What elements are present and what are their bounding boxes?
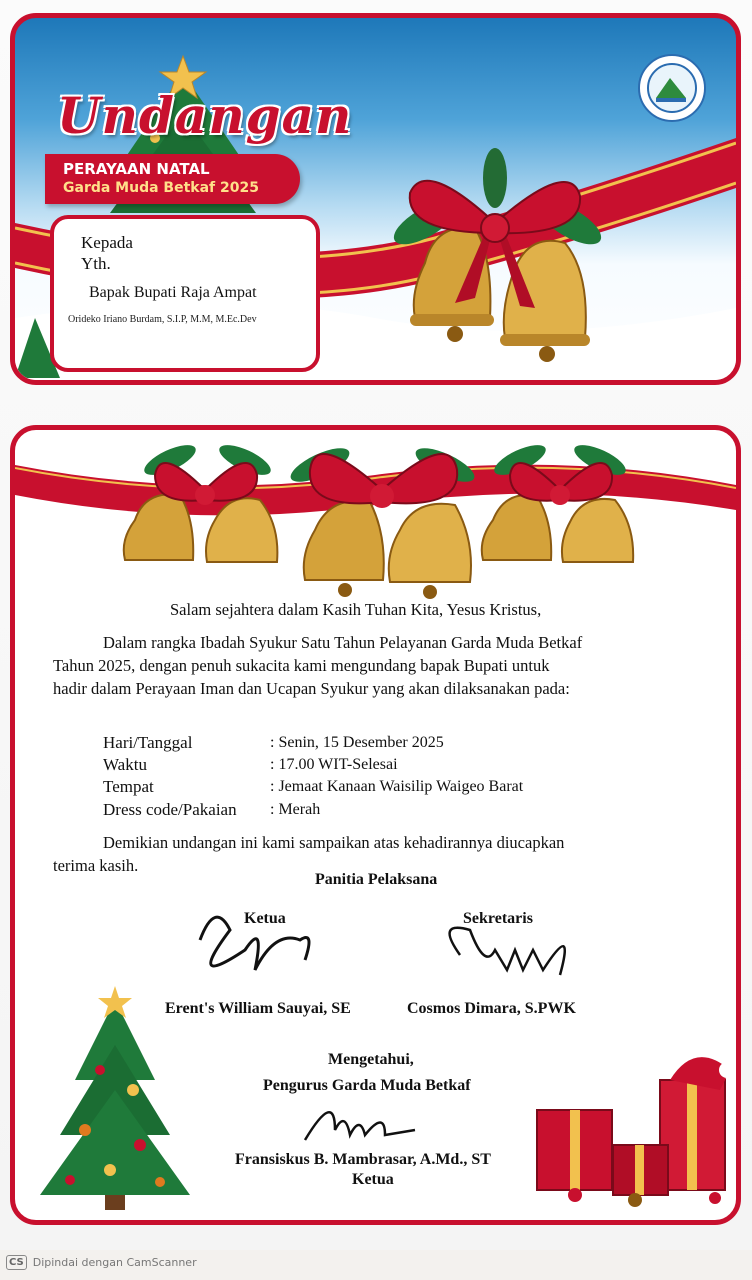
board-name: Pengurus Garda Muda Betkaf [263, 1077, 471, 1094]
leader-signature [305, 1112, 415, 1140]
christmas-bells-center-icon [286, 442, 478, 599]
secretary-title: Sekretaris [463, 910, 533, 927]
gift-boxes-icon [537, 1057, 735, 1207]
greeting-text: Salam sejahtera dalam Kasih Tuhan Kita, Yesus Kristus, [170, 600, 542, 619]
detail-label-date: Hari/Tanggal [103, 733, 193, 752]
intro-line-1: Dalam rangka Ibadah Syukur Satu Tahun Pelayanan Garda Muda Betkaf [103, 633, 583, 652]
invitation-title: Undangan [57, 86, 353, 145]
scanner-text: Dipindai dengan CamScanner [32, 1256, 197, 1269]
christmas-tree-bottom-icon [40, 986, 190, 1210]
invitation-body-card [10, 425, 741, 1225]
chair-name: Erent's William Sauyai, SE [165, 1000, 351, 1017]
detail-value-date: : Senin, 15 Desember 2025 [270, 734, 444, 751]
organization-logo [638, 54, 706, 122]
banner-event-name: PERAYAAN NATAL [63, 160, 210, 178]
intro-line-3: hadir dalam Perayaan Iman dan Ucapan Syukur yang akan dilaksanakan pada: [53, 679, 570, 698]
leader-name: Fransiskus B. Mambrasar, A.Md., ST [235, 1151, 491, 1168]
chair-title: Ketua [244, 910, 286, 927]
camscanner-logo: CS [6, 1255, 27, 1270]
acknowledged-label: Mengetahui, [328, 1051, 414, 1068]
christmas-bells-right-icon [482, 439, 633, 562]
detail-label-place: Tempat [103, 777, 154, 796]
body-decoration [15, 430, 736, 1220]
closing-line-1: Demikian undangan ini kami sampaikan atas kehadirannya diucapkan [103, 833, 565, 852]
detail-label-dresscode: Dress code/Pakaian [103, 800, 237, 819]
intro-line-2: Tahun 2025, dengan penuh sukacita kami mengundang bapak Bupati untuk [53, 656, 550, 675]
banner-organizer: Garda Muda Betkaf 2025 [63, 180, 259, 196]
detail-label-time: Waktu [103, 755, 147, 774]
event-banner [45, 154, 300, 204]
detail-value-dresscode: : Merah [270, 801, 321, 818]
leader-title: Ketua [352, 1171, 394, 1188]
detail-value-place: : Jemaat Kanaan Waisilip Waigeo Barat [270, 778, 524, 795]
recipient-to-label: Kepada [81, 233, 133, 252]
recipient-box [50, 215, 320, 372]
scanner-watermark [6, 1255, 197, 1270]
closing-line-2: terima kasih. [53, 856, 139, 875]
christmas-bells-left-icon [124, 439, 278, 562]
secretary-name: Cosmos Dimara, S.PWK [407, 1000, 576, 1017]
recipient-full-name: Orideko Iriano Burdam, S.I.P, M.M, M.Ec.Dev [68, 314, 257, 325]
recipient-title: Bapak Bupati Raja Ampat [89, 284, 257, 301]
detail-value-time: : 17.00 WIT-Selesai [270, 756, 398, 773]
secretary-signature [450, 928, 565, 975]
committee-heading: Panitia Pelaksana [315, 871, 438, 888]
header-card [10, 13, 741, 385]
recipient-honorific: Yth. [81, 254, 111, 273]
